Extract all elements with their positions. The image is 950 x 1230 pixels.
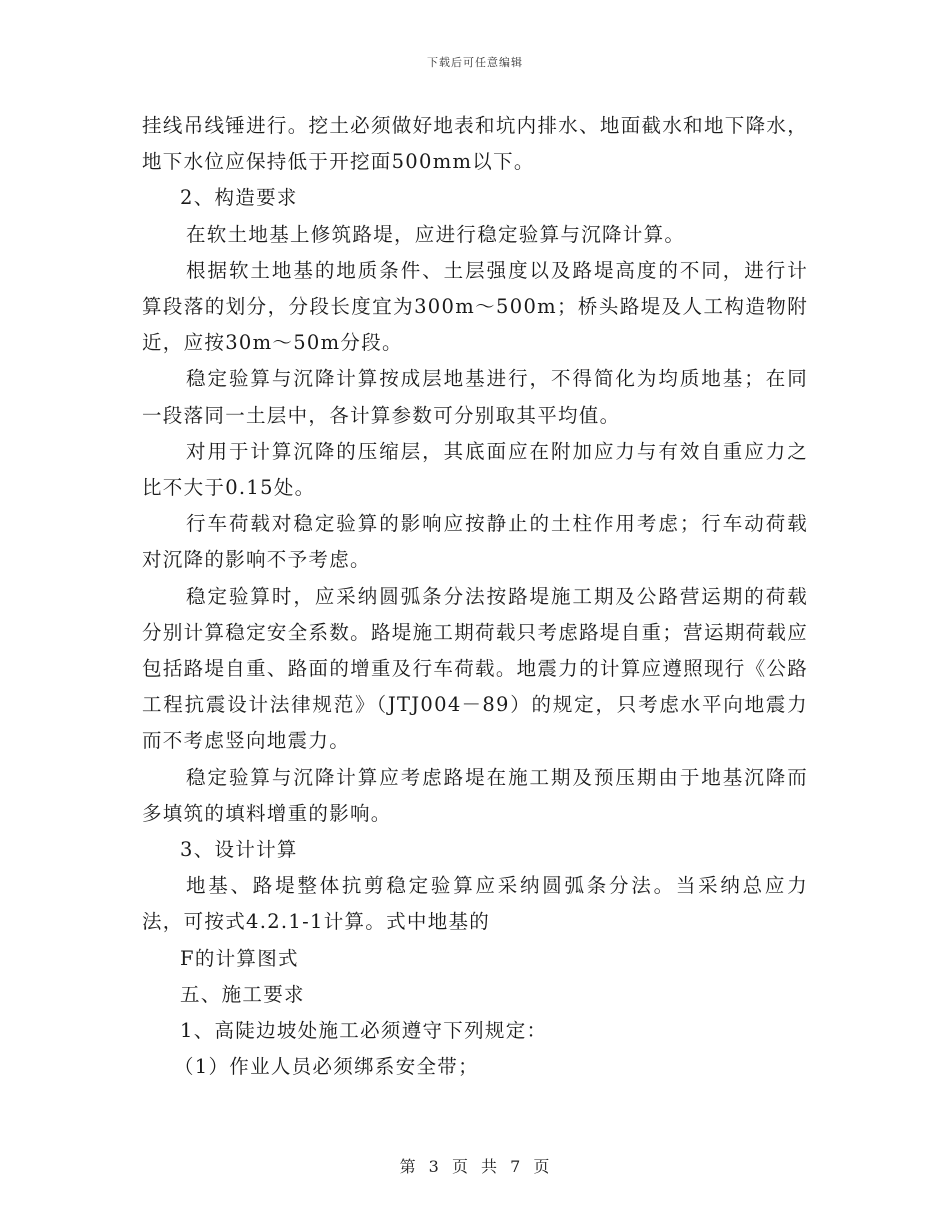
paragraph: 根据软土地基的地质条件、土层强度以及路堤高度的不同，进行计算段落的划分，分段长度宜为300m～500m；桥头路堤及人工构造物附近，应按30m～50m分段。: [142, 258, 808, 355]
section-heading-calculation: 3、设计计算: [180, 838, 298, 862]
page-header-note: 下载后可任意编辑: [427, 56, 523, 69]
paragraph: 在软土地基上修筑路堤，应进行稳定验算与沉降计算。: [186, 222, 686, 246]
list-item: （1）作业人员必须绑系安全带；: [174, 1055, 479, 1079]
paragraph-figure-caption: F的计算图式: [180, 946, 299, 970]
list-item: 1、高陡边坡处施工必须遵守下列规定：: [180, 1019, 548, 1043]
paragraph: 稳定验算与沉降计算按成层地基进行，不得简化为均质地基；在同一段落同一土层中，各计算参数可分别取其平均值。: [142, 367, 808, 427]
section-heading-construction: 2、构造要求: [180, 186, 298, 210]
paragraph: 稳定验算时，应采纳圆弧条分法按路堤施工期及公路营运期的荷载分别计算稳定安全系数。路堤施工期荷载只考虑路堤自重；营运期荷载应包括路堤自重、路面的增重及行车荷载。地震力的计算应遵照现行《公路工程抗震设计法律规范》（JTJ004－89）的规定，只考虑水平向地震力而不考虑竖向地震力。: [142, 584, 808, 753]
paragraph: 对用于计算沉降的压缩层，其底面应在附加应力与有效自重应力之比不大于0.15处。: [142, 439, 808, 500]
paragraph: 地基、路堤整体抗剪稳定验算应采纳圆弧条分法。当采纳总应力法，可按式4.2.1-1计算。式中地基的: [142, 874, 808, 934]
document-body: [142, 108, 808, 1085]
section-heading-construction-requirements: 五、施工要求: [180, 982, 305, 1006]
page-number: 第 3 页 共 7 页: [399, 1157, 551, 1176]
paragraph: 稳定验算与沉降计算应考虑路堤在施工期及预压期由于地基沉降而多填筑的填料增重的影响。: [142, 765, 808, 825]
paragraph-continuation: 挂线吊线锤进行。挖土必须做好地表和坑内排水、地面截水和地下降水，地下水位应保持低于开挖面500mm以下。: [142, 114, 808, 174]
paragraph: 行车荷载对稳定验算的影响应按静止的土柱作用考虑；行车动荷载对沉降的影响不予考虑。: [142, 512, 808, 572]
